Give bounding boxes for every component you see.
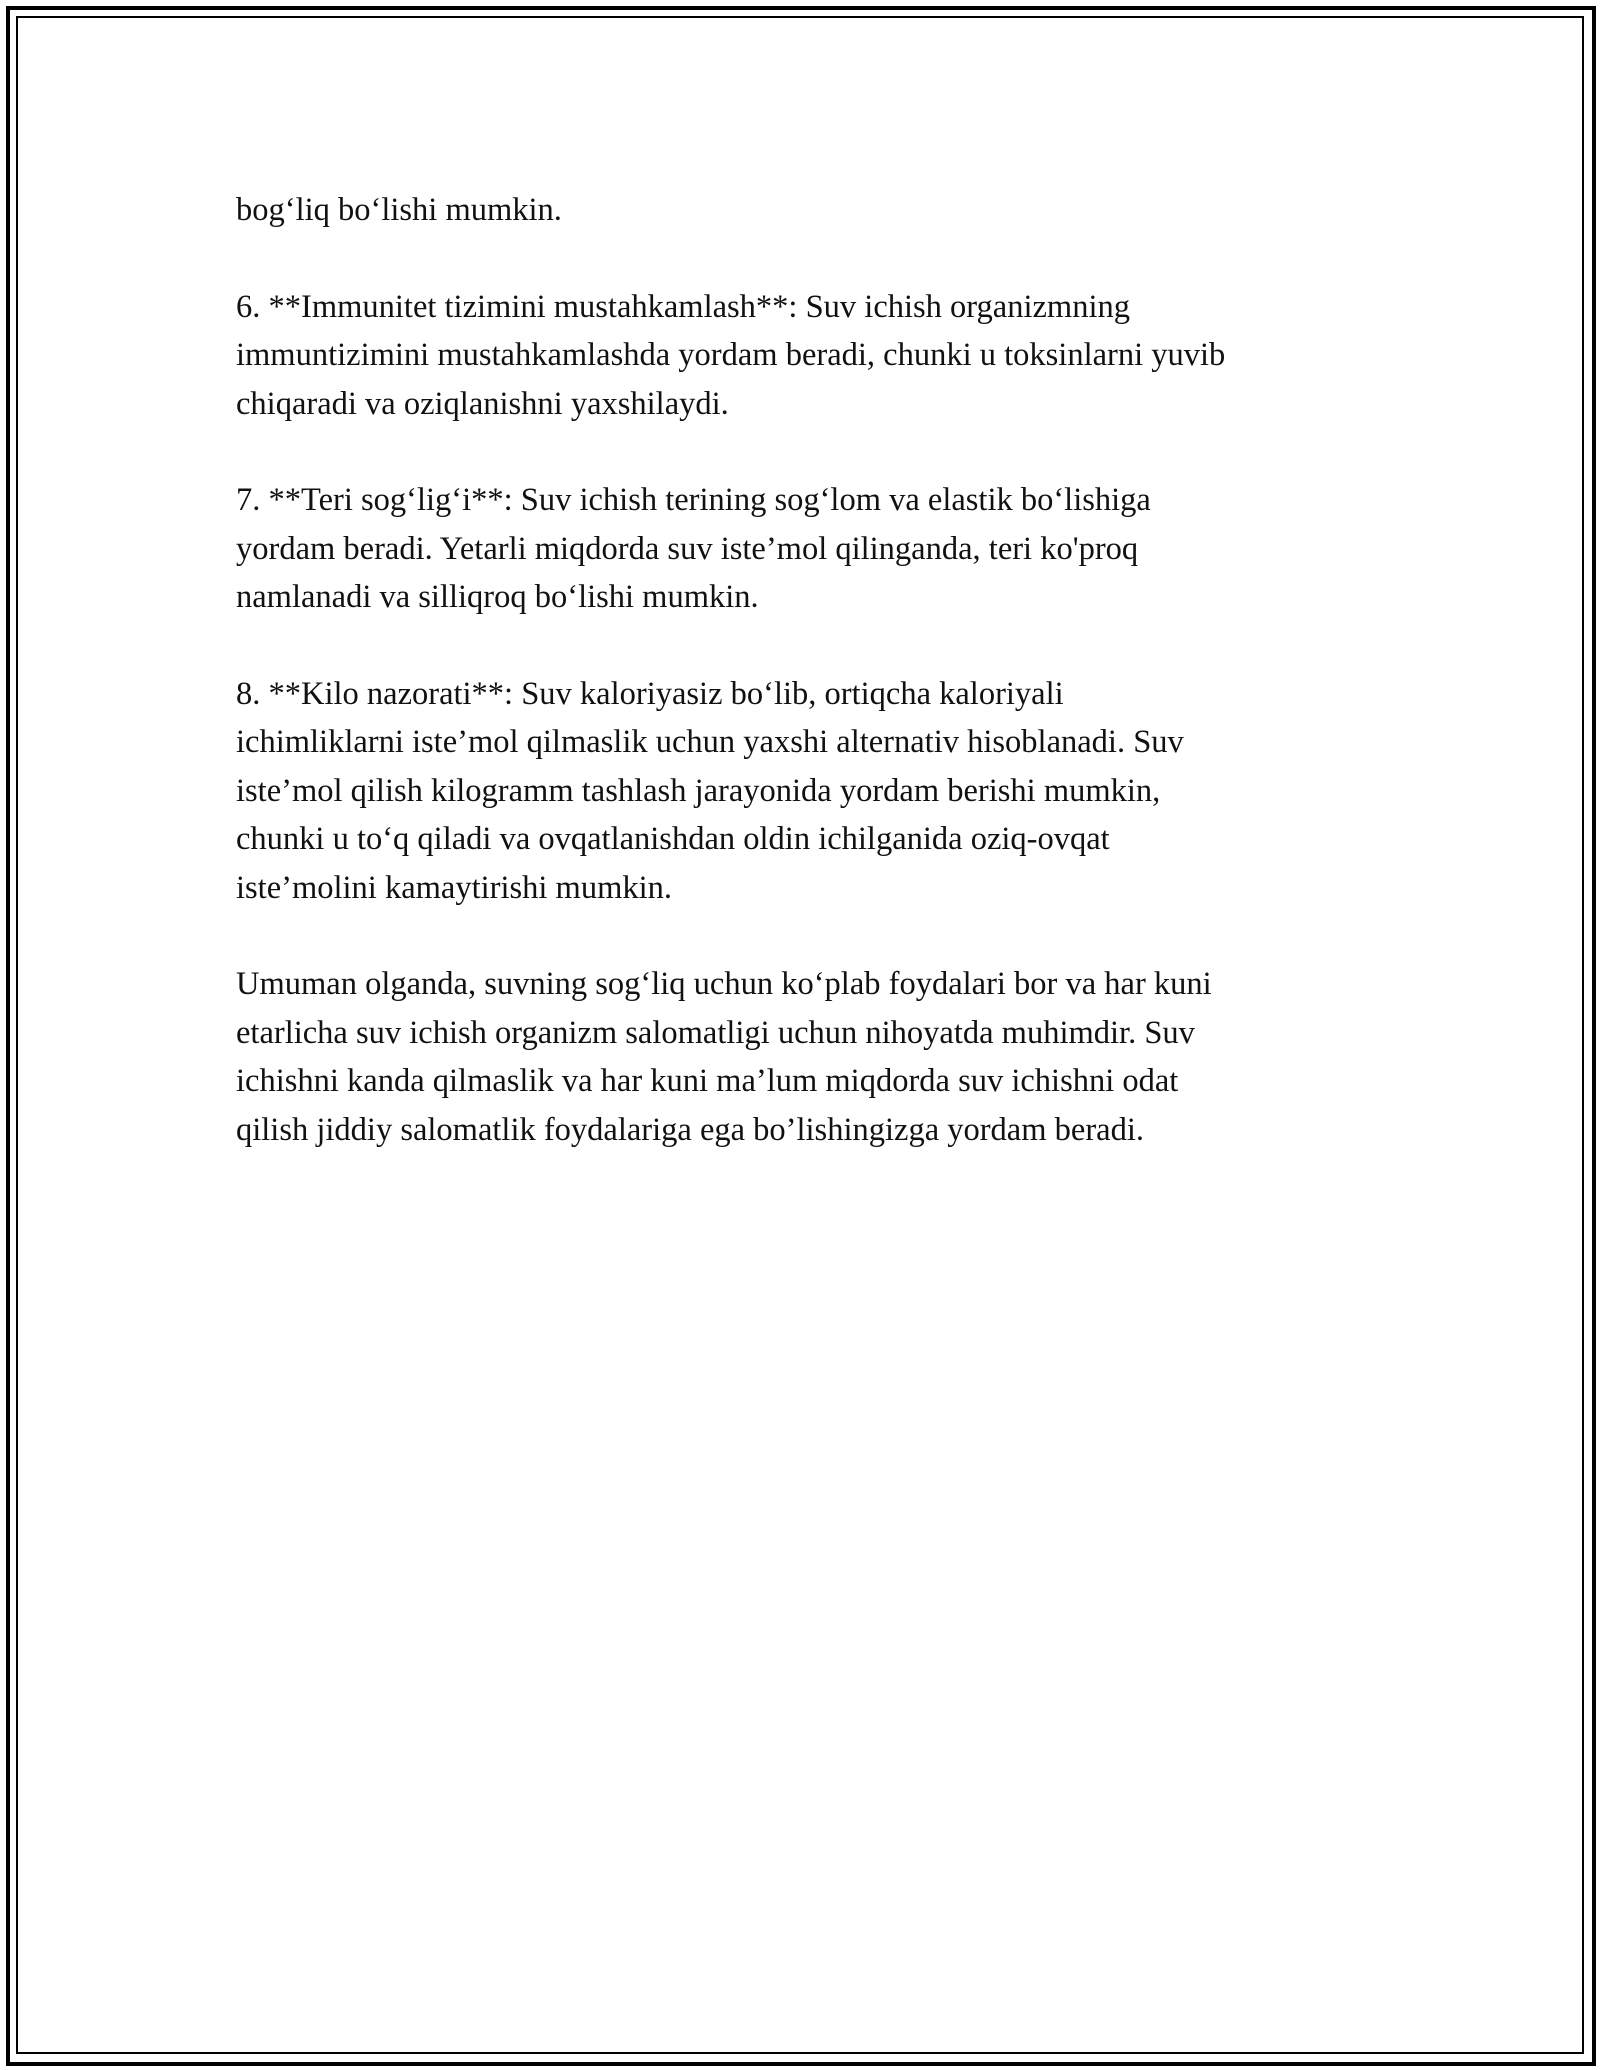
text-line: ichimliklarni iste’mol qilmaslik uchun yaxshi alternativ hisoblanadi. Suv (236, 724, 1184, 761)
text-line: Umuman olganda, suvning sog‘liq uchun ko‘plab foydalari bor va har kuni (236, 966, 1212, 1003)
paragraph-weight-control (236, 670, 1366, 912)
paragraph-conclusion (236, 960, 1366, 1154)
paragraph-skin-health (236, 476, 1366, 621)
text-line: bog‘liq bo‘lishi mumkin. (236, 192, 562, 228)
text-line: chunki u to‘q qiladi va ovqatlanishdan oldin ichilganida oziq-ovqat (236, 821, 1110, 858)
text-line: etarlicha suv ichish organizm salomatligi uchun nihoyatda muhimdir. Suv (236, 1014, 1195, 1051)
text-line: namlanadi va silliqroq bo‘lishi mumkin. (236, 579, 759, 616)
text-line: qilish jiddiy salomatlik foydalariga ega bo’lishingizga yordam beradi. (236, 1111, 1144, 1148)
text-line: ichishni kanda qilmaslik va har kuni ma’lum miqdorda suv ichishni odat (236, 1063, 1179, 1100)
text-line: iste’molini kamaytirishi mumkin. (236, 869, 673, 906)
paragraph-immunity (236, 283, 1366, 428)
text-line: yordam beradi. Yetarli miqdorda suv iste’mol qilinganda, teri ko'proq (236, 530, 1139, 567)
text-line: 8. **Kilo nazorati**: Suv kaloriyasiz bo‘lib, ortiqcha kaloriyali (236, 676, 1064, 713)
text-line: chiqaradi va oziqlanishni yaxshilaydi. (236, 385, 729, 422)
paragraph-continuation (236, 186, 1366, 234)
text-line: 6. **Immunitet tizimini mustahkamlash**: Suv ichish organizmning (236, 288, 1130, 325)
text-line: iste’mol qilish kilogramm tashlash jarayonida yordam berishi mumkin, (236, 772, 1161, 809)
text-line: immuntizimini mustahkamlashda yordam beradi, chunki u toksinlarni yuvib (236, 337, 1226, 374)
text-line: 7. **Teri sog‘lig‘i**: Suv ichish terining sog‘lom va elastik bo‘lishiga (236, 482, 1151, 519)
document-body (236, 186, 1366, 1202)
